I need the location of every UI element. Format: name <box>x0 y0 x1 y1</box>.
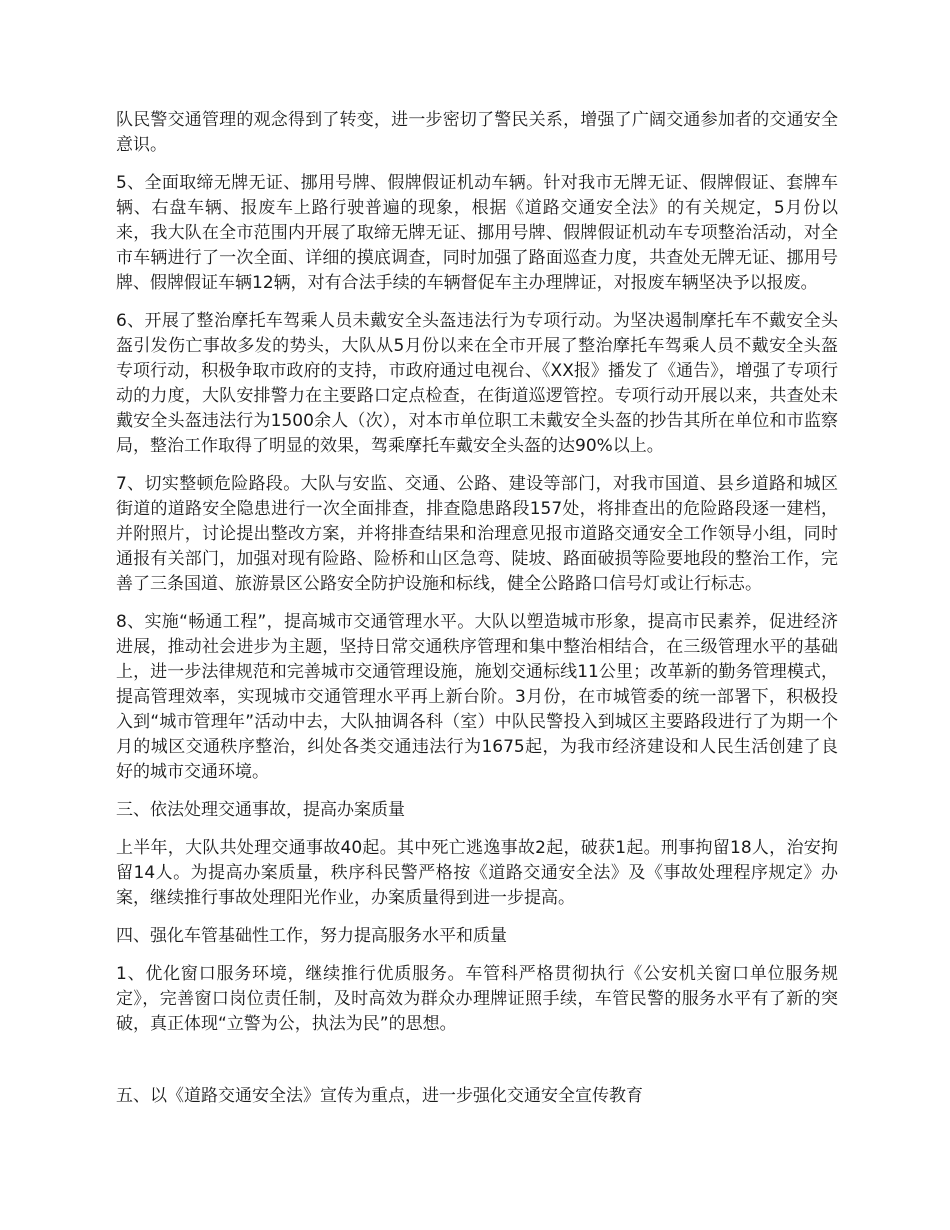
section-heading-5-safety-publicity: 五、以《道路交通安全法》宣传为重点，进一步强化交通安全宣传教育 <box>116 1086 643 1106</box>
paragraph-intro-continuation: 队民警交通管理的观念得到了转变，进一步密切了警民关系，增强了广阔交通参加者的交通安全意识。 <box>116 110 838 155</box>
document-body <box>116 108 838 1122</box>
paragraph-item-5-unlicensed-vehicles: 5、全面取缔无牌无证、挪用号牌、假牌假证机动车辆。针对我市无牌无证、假牌假证、套牌车辆、右盘车辆、报废车上路行驶普遍的现象，根据《道路交通安全法》的有关规定，5月份以来，我大队在全市范围内开展了取缔无牌无证、挪用号牌、假牌假证机动车专项整治活动，对全市车辆进行了一次全面、详细的摸底调查，同时加强了路面巡查力度，共查处无牌无证、挪用号牌、假牌假证车辆12辆，对有合法手续的车辆督促车主办理牌证，对报废车辆坚决予以报废。 <box>116 173 838 293</box>
paragraph-accident-handling: 上半年，大队共处理交通事故40起。其中死亡逃逸事故2起，破获1起。刑事拘留18人，治安拘留14人。为提高办案质量，秩序科民警严格按《道路交通安全法》及《事故处理程序规定》办案，继续推行事故处理阳光作业，办案质量得到进一步提高。 <box>116 838 838 908</box>
paragraph-item-1-window-service: 1、优化窗口服务环境，继续推行优质服务。车管科严格贯彻执行《公安机关窗口单位服务规定》，完善窗口岗位责任制，及时高效为群众办理牌证照手续，车管民警的服务水平有了新的突破，真正体现“立警为公，执法为民”的思想。 <box>116 964 838 1034</box>
section-heading-3-accidents: 三、依法处理交通事故，提高办案质量 <box>116 800 405 820</box>
paragraph-item-6-helmet-campaign: 6、开展了整治摩托车驾乘人员未戴安全头盔违法行为专项行动。为坚决遏制摩托车不戴安全头盔引发伤亡事故多发的势头，大队从5月份以来在全市开展了整治摩托车驾乘人员不戴安全头盔专项行动，积极争取市政府的支持，市政府通过电视台、《XX报》播发了《通告》，增强了专项行动的力度，大队安排警力在主要路口定点检查，在街道巡逻管控。专项行动开展以来，共查处未戴安全头盔违法行为1500余人（次），对本市单位职工未戴安全头盔的抄告其所在单位和市监察局，整治工作取得了明显的效果，驾乘摩托车戴安全头盔的达90%以上。 <box>116 311 838 456</box>
section-heading-4-vehicle-management: 四、强化车管基础性工作，努力提高服务水平和质量 <box>116 926 507 946</box>
paragraph-item-8-smooth-traffic: 8、实施“畅通工程”，提高城市交通管理水平。大队以塑造城市形象，提高市民素养，促进经济进展，推动社会进步为主题，坚持日常交通秩序管理和集中整治相结合，在三级管理水平的基础上，进一步法律规范和完善城市交通管理设施，施划交通标线11公里；改革新的勤务管理模式，提高管理效率，实现城市交通管理水平再上新台阶。3月份，在市城管委的统一部署下，积极投入到“城市管理年”活动中去，大队抽调各科（室）中队民警投入到城区主要路段进行了为期一个月的城区交通秩序整治，纠处各类交通违法行为1675起，为我市经济建设和人民生活创建了良好的城市交通环境。 <box>116 612 838 782</box>
paragraph-item-7-dangerous-roads: 7、切实整顿危险路段。大队与安监、交通、公路、建设等部门，对我市国道、县乡道路和城区街道的道路安全隐患进行一次全面排查，排查隐患路段157处，将排查出的危险路段逐一建档，并附照片，讨论提出整改方案，并将排查结果和治理意见报市道路交通安全工作领导小组，同时通报有关部门，加强对现有险路、险桥和山区急弯、陡坡、路面破损等险要地段的整治工作，完善了三条国道、旅游景区公路安全防护设施和标线，健全公路路口信号灯或让行标志。 <box>116 474 838 594</box>
